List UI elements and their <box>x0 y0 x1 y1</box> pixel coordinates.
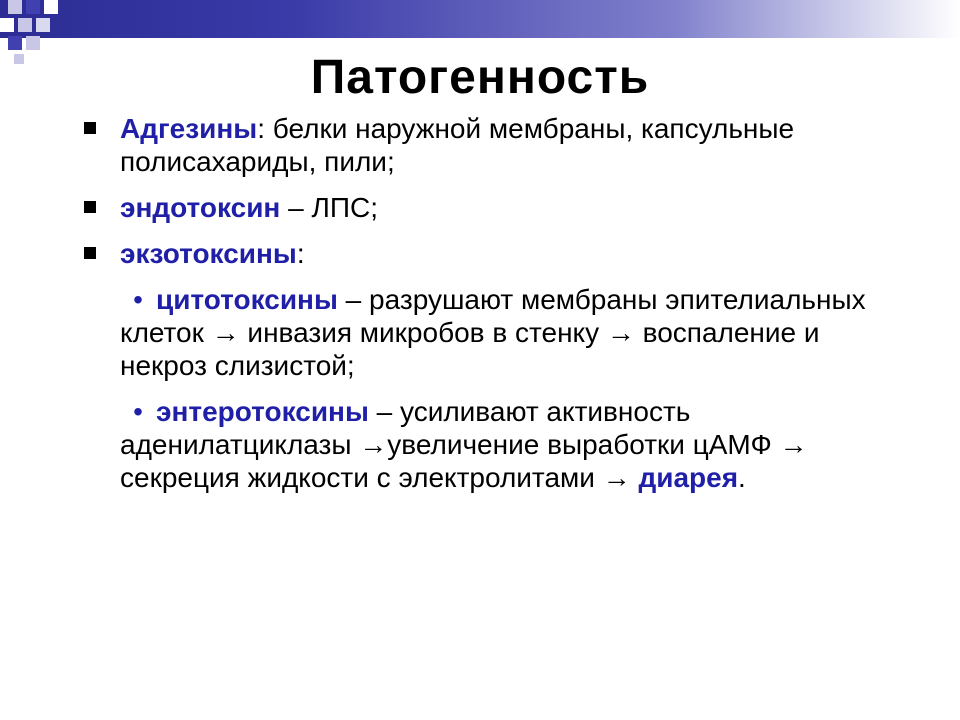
dot-bullet-icon: • <box>133 284 143 315</box>
list-item <box>82 237 912 270</box>
deco-square <box>0 18 14 32</box>
deco-square <box>26 36 40 50</box>
item-text: : белки наружной мембраны, капсульные полисахариды, пили; <box>120 113 795 177</box>
deco-square <box>26 0 40 14</box>
term-label: диарея <box>638 462 739 493</box>
term-label: энтеротоксины <box>156 396 369 427</box>
square-bullet-icon <box>84 247 96 259</box>
square-bullet-icon <box>84 122 96 134</box>
item-text: : <box>296 238 305 269</box>
item-text: . <box>738 462 746 493</box>
term-label: эндотоксин <box>120 192 281 223</box>
deco-square <box>8 36 22 50</box>
slide-content <box>82 112 912 507</box>
term-label: Адгезины <box>120 113 258 144</box>
item-text: – усиливают активность аденилатциклазы →увеличение выработки цАМФ → секреция жидкости с электролитами → <box>120 396 808 493</box>
item-text: – ЛПС; <box>280 192 378 223</box>
sub-list-item <box>82 395 912 494</box>
list-item <box>82 191 912 224</box>
term-label: цитотоксины <box>156 284 338 315</box>
item-text: – разрушают мембраны эпителиальных клеток → инвазия микробов в стенку → воспаление и некроз слизистой; <box>120 284 866 381</box>
deco-square <box>8 0 22 14</box>
dot-bullet-icon: • <box>133 396 143 427</box>
deco-square <box>36 18 50 32</box>
deco-square <box>44 0 58 14</box>
list-item <box>82 112 912 178</box>
term-label: экзотоксины <box>120 238 297 269</box>
square-bullet-icon <box>84 201 96 213</box>
deco-square <box>18 18 32 32</box>
page-title: Патогенность <box>310 51 650 104</box>
sub-list-item <box>82 283 912 382</box>
header-gradient-bar <box>0 0 960 38</box>
